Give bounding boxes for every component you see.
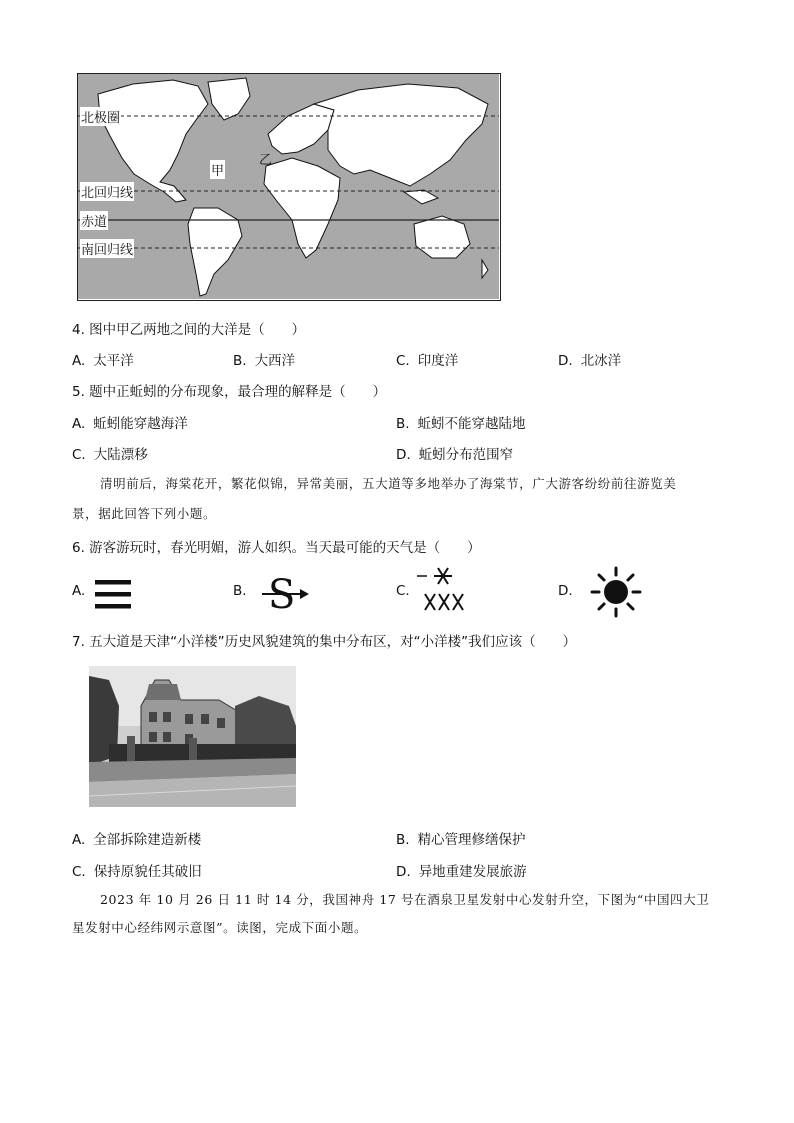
sunny-icon [590,566,642,618]
tropic-of-capricorn-label: 南回归线 [80,239,134,258]
option-letter: D. [558,583,573,599]
place-yi-label: 乙 [259,153,273,168]
q6-option-c [396,583,418,599]
option-letter: C. [72,447,86,463]
q4-option-c [396,349,458,369]
option-text: 蚯蚓能穿越海洋 [93,416,188,432]
place-jia-label: 甲 [210,160,225,179]
passage-2-line-2: 星发射中心经纬网示意图”。读图，完成下面小题。 [72,920,368,935]
passage-1-line-1: 清明前后，海棠花开，繁花似锦，异常美丽，五大道等多地举办了海棠节，广大游客纷纷前往游览美 [100,476,677,491]
option-text: 保持原貌任其破旧 [93,864,202,880]
q4-option-b [233,349,295,369]
option-text: 太平洋 [93,353,134,369]
option-letter: A. [72,353,86,369]
option-letter: B. [396,832,410,848]
passage-2-line-1: 2023 年 10 月 26 日 11 时 14 分，我国神舟 17 号在酒泉卫星发射中心发射升空，下图为“中国四大卫 [100,892,710,907]
q5-option-c [72,443,148,463]
option-letter: C. [396,353,410,369]
option-letter: A. [72,832,86,848]
option-letter: D. [396,447,411,463]
xiaoyanglou-building-photo [89,666,296,807]
option-letter: D. [396,864,411,880]
question-6-stem: 6. 游客游玩时，春光明媚，游人如织。当天最可能的天气是（ ） [72,540,481,556]
option-letter: C. [396,583,410,599]
option-text: 大陆漂移 [93,447,148,463]
q4-option-d [558,349,621,369]
option-text: 北冰洋 [580,353,622,369]
q4-option-a [72,349,134,369]
option-letter: B. [233,353,247,369]
question-7-stem: 7. 五大道是天津“小洋楼”历史风貌建筑的集中分布区，对“小洋楼”我们应该（ ） [72,634,577,650]
option-text: 印度洋 [417,353,459,369]
equator-label: 赤道 [80,211,108,230]
svg-text:S: S [268,572,296,614]
world-map-figure [77,73,501,301]
option-letter: B. [396,416,410,432]
q7-option-c [72,860,202,880]
option-text: 蚯蚓不能穿越陆地 [417,416,526,432]
passage-1-line-2: 景，据此回答下列小题。 [72,506,217,521]
sandstorm-icon [262,570,312,614]
option-letter: A. [72,416,86,432]
q5-option-a [72,412,188,432]
arctic-circle-label: 北极圈 [80,107,121,126]
option-text: 全部拆除建造新楼 [93,832,202,848]
option-letter: C. [72,864,86,880]
option-letter: D. [558,353,573,369]
option-text: 异地重建发展旅游 [418,864,527,880]
option-text: 蚯蚓分布范围窄 [418,447,514,463]
fog-icon [95,577,131,613]
option-text: 精心管理修缮保护 [417,832,526,848]
tropic-of-cancer-label: 北回归线 [80,182,134,201]
option-letter: A. [72,583,86,599]
q6-option-b [233,583,255,599]
question-4-stem: 4. 图中甲乙两地之间的大洋是（ ） [72,322,306,338]
q7-option-b [396,828,526,848]
snow-icon [417,566,471,616]
question-5-stem: 5. 题中正蚯蚓的分布现象，最合理的解释是（ ） [72,384,387,400]
q6-option-a [72,583,93,599]
world-map-image [78,74,499,299]
option-letter: B. [233,583,247,599]
q7-option-d [396,860,527,880]
option-text: 大西洋 [254,353,296,369]
q5-option-d [396,443,513,463]
q6-option-d [558,583,581,599]
q7-option-a [72,828,201,848]
q5-option-b [396,412,526,432]
